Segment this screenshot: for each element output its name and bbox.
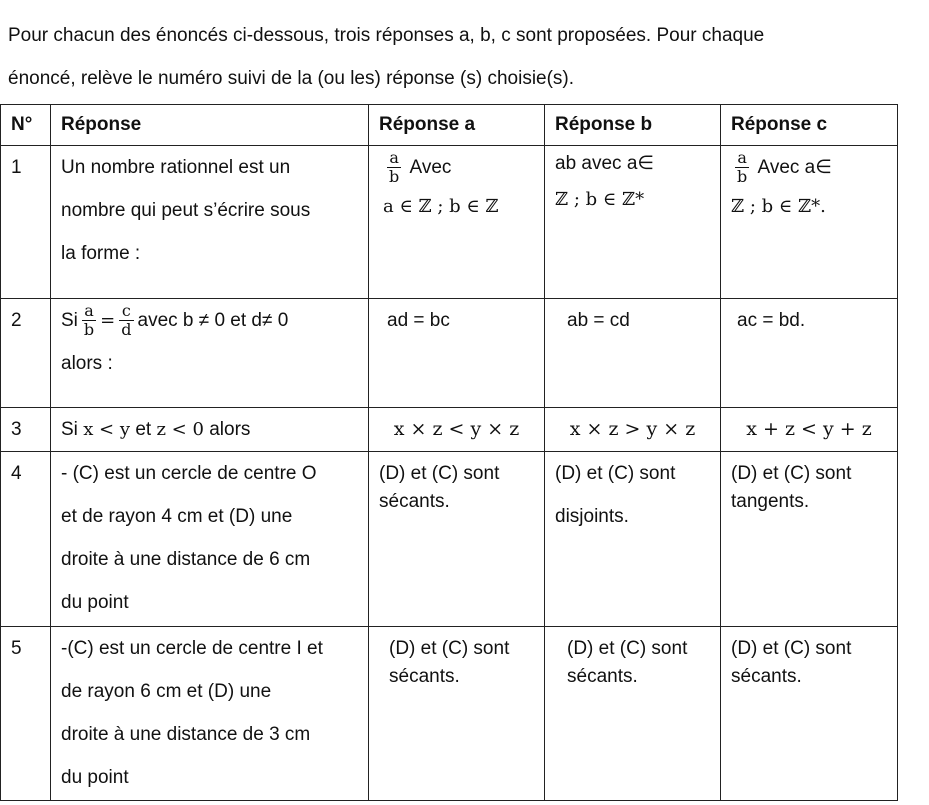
response-a-cell: x × z < y × z bbox=[369, 408, 545, 452]
header-response-c: Réponse c bbox=[721, 105, 898, 146]
statement-text: et bbox=[135, 419, 152, 440]
fraction bbox=[735, 149, 749, 186]
response-a-cell bbox=[369, 627, 545, 801]
statement-line: et de rayon 4 cm et (D) une bbox=[61, 506, 293, 527]
qcm-table bbox=[0, 104, 898, 801]
instructions-line-2: énoncé, relève le numéro suivi de la (ou les) réponse (s) choisie(s). bbox=[8, 68, 575, 89]
response-line: (D) et (C) sont bbox=[555, 463, 676, 484]
statement-line: du point bbox=[61, 592, 129, 613]
statement-line: - (C) est un cercle de centre O bbox=[61, 463, 317, 484]
table-header-row bbox=[1, 105, 898, 146]
response-a-cell bbox=[369, 146, 545, 299]
instructions-line-1: Pour chacun des énoncés ci-dessous, trois réponses a, b, c sont proposées. Pour chaque bbox=[8, 25, 765, 46]
statement-line: de rayon 6 cm et (D) une bbox=[61, 681, 272, 702]
fraction-denominator: d bbox=[121, 320, 132, 340]
statement-text: alors bbox=[209, 419, 251, 440]
statement-cell bbox=[51, 627, 369, 801]
statement-text: Si bbox=[61, 419, 78, 440]
response-line: (D) et (C) sont bbox=[731, 638, 852, 659]
response-c-cell: ac = bd. bbox=[721, 299, 898, 408]
response-line: disjoints. bbox=[555, 506, 629, 527]
response-text: Avec a∈ bbox=[757, 157, 832, 178]
response-b-cell bbox=[545, 146, 721, 299]
statement-cell bbox=[51, 408, 369, 452]
response-line: (D) et (C) sont bbox=[731, 463, 852, 484]
fraction bbox=[82, 302, 96, 339]
equals-sign: = bbox=[100, 310, 116, 331]
response-b-cell: x × z > y × z bbox=[545, 408, 721, 452]
statement-cell bbox=[51, 146, 369, 299]
response-a-cell: ad = bc bbox=[369, 299, 545, 408]
row-number: 3 bbox=[1, 408, 51, 452]
statement-line: du point bbox=[61, 767, 129, 788]
response-line: sécants. bbox=[567, 666, 638, 687]
response-line: sécants. bbox=[379, 491, 450, 512]
response-b-cell bbox=[545, 452, 721, 627]
statement-line: droite à une distance de 6 cm bbox=[61, 549, 311, 570]
fraction bbox=[387, 149, 401, 186]
instructions bbox=[8, 14, 923, 100]
response-line: sécants. bbox=[731, 666, 802, 687]
response-line: tangents. bbox=[731, 491, 810, 512]
statement-text: Si bbox=[61, 310, 78, 331]
statement-line: alors : bbox=[61, 353, 113, 374]
statement-math: x < y bbox=[83, 419, 131, 440]
response-c-cell bbox=[721, 627, 898, 801]
fraction-numerator: a bbox=[735, 149, 749, 168]
fraction-numerator: c bbox=[119, 302, 133, 321]
statement-line: la forme : bbox=[61, 243, 141, 264]
response-c-cell bbox=[721, 146, 898, 299]
table-row bbox=[1, 408, 898, 452]
header-response-a: Réponse a bbox=[369, 105, 545, 146]
response-a-cell bbox=[369, 452, 545, 627]
fraction-numerator: a bbox=[387, 149, 401, 168]
statement-text: avec b ≠ 0 et d≠ 0 bbox=[137, 310, 289, 331]
statement-cell bbox=[51, 452, 369, 627]
row-number: 1 bbox=[1, 146, 51, 299]
row-number: 4 bbox=[1, 452, 51, 627]
statement-line: Un nombre rationnel est un bbox=[61, 157, 291, 178]
table-row bbox=[1, 146, 898, 299]
response-text: ab avec a∈ bbox=[555, 153, 654, 174]
statement-line: droite à une distance de 3 cm bbox=[61, 724, 311, 745]
response-line: (D) et (C) sont bbox=[389, 638, 510, 659]
response-c-cell: x + z < y + z bbox=[721, 408, 898, 452]
response-c-cell bbox=[721, 452, 898, 627]
statement-cell bbox=[51, 299, 369, 408]
fraction-denominator: b bbox=[83, 320, 95, 340]
fraction bbox=[119, 302, 133, 339]
fraction-numerator: a bbox=[82, 302, 96, 321]
row-number: 2 bbox=[1, 299, 51, 408]
response-text: Avec bbox=[409, 157, 452, 178]
fraction-denominator: b bbox=[389, 167, 400, 187]
table-row bbox=[1, 627, 898, 801]
response-line: (D) et (C) sont bbox=[567, 638, 688, 659]
table-row bbox=[1, 299, 898, 408]
fraction-denominator: b bbox=[737, 167, 748, 187]
table-row bbox=[1, 452, 898, 627]
response-line: sécants. bbox=[389, 666, 460, 687]
statement-line: -(C) est un cercle de centre I et bbox=[61, 638, 323, 659]
statement-line: nombre qui peut s’écrire sous bbox=[61, 200, 311, 221]
response-b-cell: ab = cd bbox=[545, 299, 721, 408]
response-math: ℤ ; b ∈ ℤ*. bbox=[731, 196, 826, 217]
response-line: (D) et (C) sont bbox=[379, 463, 500, 484]
response-math: a ∈ ℤ ; b ∈ ℤ bbox=[383, 196, 499, 217]
row-number: 5 bbox=[1, 627, 51, 801]
response-b-cell bbox=[545, 627, 721, 801]
header-response-b: Réponse b bbox=[545, 105, 721, 146]
header-statement: Réponse bbox=[51, 105, 369, 146]
statement-math: z < 0 bbox=[156, 419, 204, 440]
header-num: N° bbox=[1, 105, 51, 146]
response-math: ℤ ; b ∈ ℤ* bbox=[555, 189, 645, 210]
